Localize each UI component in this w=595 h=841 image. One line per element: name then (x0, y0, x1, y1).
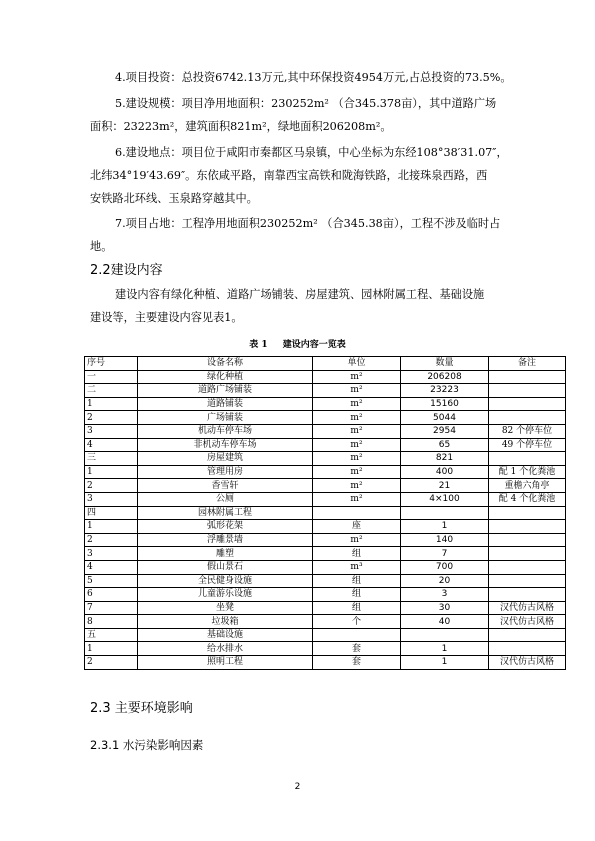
cell-remarks (489, 628, 566, 642)
table-row (85, 601, 566, 615)
cell-unit: 套 (313, 642, 401, 656)
table-row (85, 424, 566, 438)
paragraph-location-line2: 北纬34°19′43.69″。东依咸平路，南靠西宝高铁和陇海铁路，北接珠泉西路，西 (90, 169, 488, 182)
cell-remarks: 配 4 个化粪池 (489, 492, 566, 506)
table-row (85, 465, 566, 479)
cell-remarks: 汉代仿古风格 (489, 601, 566, 615)
cell-serial: 五 (85, 628, 138, 642)
table-row (85, 452, 566, 466)
cell-serial: 5 (85, 574, 138, 588)
table-row (85, 574, 566, 588)
section-heading-2-2: 2.2建设内容 (90, 263, 163, 278)
cell-remarks: 重檐六角亭 (489, 479, 566, 493)
cell-unit: m² (313, 479, 401, 493)
paragraph-location-line3: 安铁路北环线、玉泉路穿越其中。 (90, 192, 258, 205)
cell-quantity (401, 506, 489, 520)
cell-item-name: 垃圾箱 (138, 615, 313, 629)
paragraph-investment: 4.项目投资：总投资6742.13万元,其中环保投资4954万元,占总投资的73.5%。 (115, 71, 512, 84)
cell-unit: 组 (313, 574, 401, 588)
cell-quantity: 2954 (401, 424, 489, 438)
table-row (85, 560, 566, 574)
cell-unit: m² (313, 370, 401, 384)
cell-unit: 座 (313, 520, 401, 534)
cell-serial: 3 (85, 492, 138, 506)
cell-unit: 组 (313, 547, 401, 561)
cell-remarks: 汉代仿古风格 (489, 656, 566, 670)
cell-serial: 4 (85, 560, 138, 574)
table-row (85, 479, 566, 493)
cell-remarks (489, 452, 566, 466)
table-row (85, 533, 566, 547)
table-row (85, 615, 566, 629)
paragraph-land-line2: 地。 (90, 240, 113, 253)
cell-quantity: 821 (401, 452, 489, 466)
cell-unit: m² (313, 465, 401, 479)
cell-serial: 8 (85, 615, 138, 629)
cell-serial: 3 (85, 424, 138, 438)
cell-quantity: 65 (401, 438, 489, 452)
header-unit: 单位 (313, 357, 401, 371)
cell-quantity: 3 (401, 588, 489, 602)
header-quantity: 数量 (401, 357, 489, 371)
cell-item-name: 儿童游乐设施 (138, 588, 313, 602)
cell-item-name: 全民健身设施 (138, 574, 313, 588)
cell-remarks (489, 411, 566, 425)
cell-serial: 四 (85, 506, 138, 520)
cell-unit: 个 (313, 615, 401, 629)
cell-unit: m² (313, 411, 401, 425)
cell-remarks (489, 384, 566, 398)
cell-item-name: 浮雕景墙 (138, 533, 313, 547)
cell-remarks: 配 1 个化粪池 (489, 465, 566, 479)
cell-unit: m² (313, 452, 401, 466)
cell-item-name: 香雪轩 (138, 479, 313, 493)
cell-item-name: 管理用房 (138, 465, 313, 479)
cell-item-name: 非机动车停车场 (138, 438, 313, 452)
cell-quantity: 23223 (401, 384, 489, 398)
table-row (85, 656, 566, 670)
cell-remarks: 82 个停车位 (489, 424, 566, 438)
cell-item-name: 道路铺装 (138, 397, 313, 411)
cell-item-name: 基础设施 (138, 628, 313, 642)
cell-remarks (489, 397, 566, 411)
cell-unit: m² (313, 424, 401, 438)
cell-serial: 2 (85, 411, 138, 425)
cell-item-name: 广场铺装 (138, 411, 313, 425)
table-caption (0, 337, 595, 350)
table-row (85, 588, 566, 602)
cell-quantity: 206208 (401, 370, 489, 384)
page-number: 2 (294, 782, 301, 792)
cell-quantity (401, 628, 489, 642)
cell-item-name: 道路广场铺装 (138, 384, 313, 398)
cell-remarks (489, 574, 566, 588)
paragraph-scale-line1: 5.建设规模：项目净用地面积：230252m² （合345.378亩），其中道路广场 (115, 97, 497, 110)
cell-serial: 1 (85, 642, 138, 656)
table-row (85, 492, 566, 506)
cell-quantity: 7 (401, 547, 489, 561)
cell-serial: 7 (85, 601, 138, 615)
cell-serial: 2 (85, 533, 138, 547)
table-row (85, 438, 566, 452)
cell-unit (313, 506, 401, 520)
cell-remarks: 汉代仿古风格 (489, 615, 566, 629)
cell-item-name: 园林附属工程 (138, 506, 313, 520)
cell-remarks (489, 588, 566, 602)
cell-quantity: 1 (401, 656, 489, 670)
paragraph-content-line2: 建设等，主要建设内容见表1。 (90, 311, 243, 324)
cell-quantity: 40 (401, 615, 489, 629)
construction-content-table (84, 356, 566, 670)
table-row (85, 384, 566, 398)
cell-item-name: 坐凳 (138, 601, 313, 615)
cell-serial: 一 (85, 370, 138, 384)
cell-serial: 6 (85, 588, 138, 602)
table-row (85, 628, 566, 642)
cell-quantity: 5044 (401, 411, 489, 425)
header-remarks: 备注 (489, 357, 566, 371)
cell-serial: 2 (85, 656, 138, 670)
cell-unit: m² (313, 492, 401, 506)
cell-unit: m³ (313, 560, 401, 574)
cell-unit (313, 628, 401, 642)
cell-serial: 1 (85, 520, 138, 534)
paragraph-content-line1: 建设内容有绿化种植、道路广场铺装、房屋建筑、园林附属工程、基础设施 (115, 288, 485, 301)
section-heading-2-3: 2.3 主要环境影响 (90, 701, 193, 716)
cell-quantity: 30 (401, 601, 489, 615)
section-heading-2-3-1: 2.3.1 水污染影响因素 (90, 738, 204, 752)
cell-item-name: 假山景石 (138, 560, 313, 574)
table-caption-title: 建设内容一览表 (282, 340, 346, 350)
cell-item-name: 弧形花架 (138, 520, 313, 534)
paragraph-land-line1: 7.项目占地：工程净用地面积230252m² （合345.38亩），工程不涉及临时占 (115, 217, 501, 230)
header-item-name: 设备名称 (138, 357, 313, 371)
table-header-row (85, 357, 566, 371)
cell-remarks: 49 个停车位 (489, 438, 566, 452)
cell-remarks (489, 533, 566, 547)
paragraph-scale-line2: 面积：23223m²，建筑面积821m²，绿地面积206208m²。 (90, 120, 392, 133)
table-row (85, 547, 566, 561)
cell-item-name: 房屋建筑 (138, 452, 313, 466)
cell-unit: m² (313, 438, 401, 452)
cell-serial: 3 (85, 547, 138, 561)
cell-unit: m² (313, 397, 401, 411)
table-row (85, 506, 566, 520)
table-row (85, 520, 566, 534)
table-caption-number: 表 1 (249, 340, 268, 350)
cell-unit: m² (313, 384, 401, 398)
cell-quantity: 15160 (401, 397, 489, 411)
cell-item-name: 机动车停车场 (138, 424, 313, 438)
cell-remarks (489, 506, 566, 520)
header-serial: 序号 (85, 357, 138, 371)
cell-serial: 三 (85, 452, 138, 466)
table-row (85, 397, 566, 411)
cell-remarks (489, 642, 566, 656)
cell-remarks (489, 560, 566, 574)
cell-item-name: 照明工程 (138, 656, 313, 670)
cell-unit: 套 (313, 656, 401, 670)
cell-remarks (489, 370, 566, 384)
cell-item-name: 公厕 (138, 492, 313, 506)
cell-quantity: 700 (401, 560, 489, 574)
cell-unit: 组 (313, 601, 401, 615)
cell-serial: 1 (85, 465, 138, 479)
cell-quantity: 21 (401, 479, 489, 493)
cell-quantity: 140 (401, 533, 489, 547)
cell-item-name: 绿化种植 (138, 370, 313, 384)
table-body (85, 370, 566, 669)
table-row (85, 370, 566, 384)
cell-unit: m² (313, 533, 401, 547)
cell-serial: 二 (85, 384, 138, 398)
cell-quantity: 1 (401, 520, 489, 534)
cell-quantity: 400 (401, 465, 489, 479)
cell-unit: 组 (313, 588, 401, 602)
cell-remarks (489, 520, 566, 534)
table-row (85, 411, 566, 425)
table-row (85, 642, 566, 656)
cell-quantity: 1 (401, 642, 489, 656)
cell-serial: 2 (85, 479, 138, 493)
cell-quantity: 20 (401, 574, 489, 588)
cell-serial: 1 (85, 397, 138, 411)
cell-item-name: 给水排水 (138, 642, 313, 656)
cell-serial: 4 (85, 438, 138, 452)
cell-item-name: 雕塑 (138, 547, 313, 561)
paragraph-location-line1: 6.建设地点：项目位于咸阳市秦都区马泉镇，中心坐标为东经108°38′31.07″， (115, 146, 508, 159)
cell-remarks (489, 547, 566, 561)
cell-quantity: 4×100 (401, 492, 489, 506)
